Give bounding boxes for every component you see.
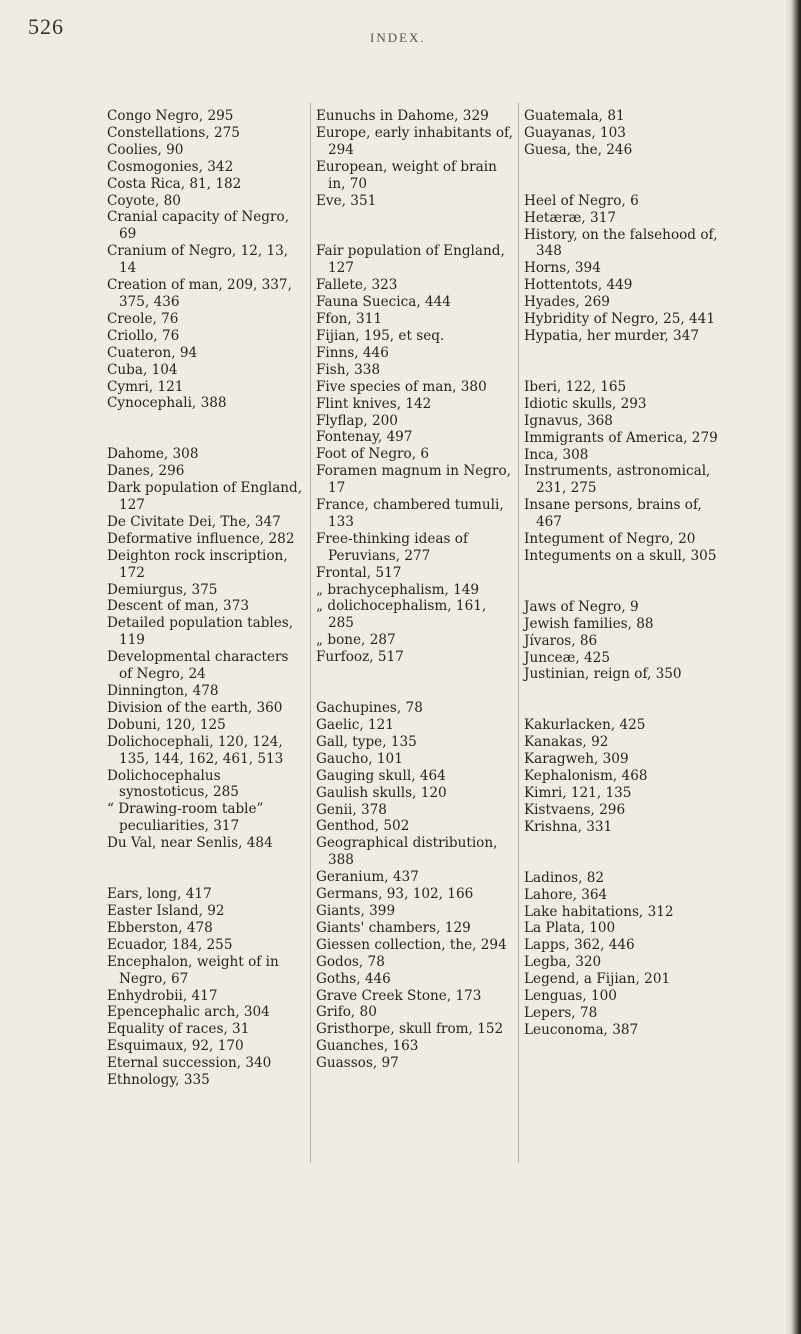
index-entry: Foot of Negro, 6 xyxy=(316,446,429,463)
index-entry: Fish, 338 xyxy=(316,361,381,378)
index-entry: Detailed population tables, 119 xyxy=(107,615,294,649)
index-entry: Giants, 399 xyxy=(316,902,396,919)
index-entry: Kistvaens, 296 xyxy=(524,801,626,818)
index-entry: Goths, 446 xyxy=(316,970,391,987)
index-column-3 xyxy=(524,108,724,1039)
index-entry: Fallete, 323 xyxy=(316,277,398,294)
index-entry: Coolies, 90 xyxy=(107,141,184,158)
index-entry: Immigrants of America, 279 xyxy=(524,429,718,446)
index-entry: Giants' chambers, 129 xyxy=(316,919,471,936)
index-entry: Germans, 93, 102, 166 xyxy=(316,886,474,903)
index-entry: Gaucho, 101 xyxy=(316,750,403,767)
section-gap xyxy=(316,666,514,700)
index-entry: Frontal, 517 xyxy=(316,564,402,581)
index-entry: Europe, early inhabitants of, 294 xyxy=(316,124,513,158)
index-entry: Leuconoma, 387 xyxy=(524,1021,639,1038)
index-entry: Legba, 320 xyxy=(524,954,602,971)
index-entry: Jaws of Negro, 9 xyxy=(524,598,639,615)
index-entry: Guassos, 97 xyxy=(316,1055,399,1072)
index-entry: Dolichocephalus synostoticus, 285 xyxy=(107,767,239,801)
index-entry: Hybridity of Negro, 25, 441 xyxy=(524,311,715,328)
index-entry: France, chambered tumuli, 133 xyxy=(316,497,504,530)
index-entry: Cymri, 121 xyxy=(107,378,184,395)
index-entry: Iberi, 122, 165 xyxy=(524,378,627,395)
index-entry: Finns, 446 xyxy=(316,344,389,361)
index-entry: Dahome, 308 xyxy=(107,446,199,463)
running-head: INDEX. xyxy=(370,30,426,45)
index-entry: Genii, 378 xyxy=(316,801,387,818)
index-entry: Junceæ, 425 xyxy=(524,649,610,666)
index-entry: History, on the falsehood of, 348 xyxy=(524,226,718,260)
index-entry: Dolichocephali, 120, 124, 135, 144, 162, 461, 513 xyxy=(107,733,284,767)
section-gap xyxy=(107,412,305,446)
page-number: 526 xyxy=(28,14,64,39)
section-gap xyxy=(316,209,514,243)
index-entry: Creation of man, 209, 337, 375, 436 xyxy=(107,277,292,310)
index-entry: Instruments, astronomical, 231, 275 xyxy=(524,463,711,497)
index-entry: European, weight of brain in, 70 xyxy=(316,158,497,192)
index-entry: Cranium of Negro, 12, 13, 14 xyxy=(107,243,289,277)
index-entry: Fijian, 195, et seq. xyxy=(316,327,445,344)
section-gap xyxy=(524,683,724,717)
index-entry: Giessen collection, the, 294 xyxy=(316,936,507,953)
index-entry: Guatemala, 81 xyxy=(524,108,625,124)
index-entry: Hyades, 269 xyxy=(524,294,610,311)
index-entry: Ecuador, 184, 255 xyxy=(107,936,233,953)
index-entry: La Plata, 100 xyxy=(524,920,616,937)
index-entry: Hetæræ, 317 xyxy=(524,209,617,226)
index-entry: Gaulish skulls, 120 xyxy=(316,784,447,801)
index-entry: Cuateron, 94 xyxy=(107,344,198,361)
index-entry: Dark population of England, 127 xyxy=(107,480,303,514)
index-entry: Furfooz, 517 xyxy=(316,649,404,666)
index-entry: Lake habitations, 312 xyxy=(524,903,674,920)
index-entry: Creole, 76 xyxy=(107,310,179,327)
index-entry: Hypatia, her murder, 347 xyxy=(524,327,699,344)
index-entry: Free-thinking ideas of Peruvians, 277 xyxy=(316,530,469,564)
index-entry: Dinnington, 478 xyxy=(107,683,219,699)
index-entry: Developmental characters of Negro, 24 xyxy=(107,649,289,683)
section-gap xyxy=(524,159,724,193)
index-entry: Eve, 351 xyxy=(316,192,377,209)
index-entry: Gall, type, 135 xyxy=(316,733,417,750)
index-entry: Genthod, 502 xyxy=(316,818,410,835)
index-entry: Ignavus, 368 xyxy=(524,412,613,429)
index-entry: Jewish families, 88 xyxy=(524,615,654,632)
index-entry: Criollo, 76 xyxy=(107,327,180,344)
index-entry: Cynocephali, 388 xyxy=(107,395,227,412)
index-entry: Coyote, 80 xyxy=(107,192,181,209)
section-gap xyxy=(524,565,724,599)
index-entry: Ears, long, 417 xyxy=(107,886,212,903)
index-entry: Integuments on a skull, 305 xyxy=(524,547,717,564)
index-entry: Costa Rica, 81, 182 xyxy=(107,175,242,192)
index-entry: Esquimaux, 92, 170 xyxy=(107,1038,244,1055)
index-entry: “ Drawing-room table” peculiarities, 317 xyxy=(107,801,264,835)
index-entry: Lapps, 362, 446 xyxy=(524,937,635,954)
index-entry: Flint knives, 142 xyxy=(316,395,432,412)
index-entry: Encephalon, weight of in Negro, 67 xyxy=(107,953,279,987)
index-entry: Division of the earth, 360 xyxy=(107,699,283,716)
index-entry: Cranial capacity of Negro, 69 xyxy=(107,209,290,243)
index-entry: Epencephalic arch, 304 xyxy=(107,1004,270,1021)
index-column-1 xyxy=(107,108,305,1089)
index-entry: Lenguas, 100 xyxy=(524,988,617,1005)
index-entry: Five species of man, 380 xyxy=(316,378,487,395)
index-entry: Guanches, 163 xyxy=(316,1038,419,1055)
index-entry: Gachupines, 78 xyxy=(316,700,423,717)
index-entry: Grifo, 80 xyxy=(316,1004,377,1021)
index-entry: Foramen magnum in Negro, 17 xyxy=(316,463,511,497)
index-entry: Guayanas, 103 xyxy=(524,124,626,141)
index-entry: Danes, 296 xyxy=(107,463,185,480)
index-entry: Eunuchs in Dahome, 329 xyxy=(316,108,489,124)
index-entry: Horns, 394 xyxy=(524,260,601,277)
section-gap xyxy=(524,836,724,870)
index-entry: De Civitate Dei, The, 347 xyxy=(107,513,281,530)
index-entry: Fair population of England, 127 xyxy=(316,243,505,277)
index-entry: Du Val, near Senlis, 484 xyxy=(107,835,273,852)
index-entry: Hottentots, 449 xyxy=(524,277,633,294)
index-entry: Gauging skull, 464 xyxy=(316,767,446,784)
section-gap xyxy=(107,852,305,886)
index-entry: Eternal succession, 340 xyxy=(107,1055,272,1072)
index-entry: Demiurgus, 375 xyxy=(107,581,218,598)
index-entry: Insane persons, brains of, 467 xyxy=(524,497,702,531)
index-entry: Enhydrobii, 417 xyxy=(107,987,218,1004)
index-entry: Kephalonism, 468 xyxy=(524,768,648,785)
index-entry: Cosmogonies, 342 xyxy=(107,158,234,175)
index-entry: „ brachycephalism, 149 xyxy=(316,581,480,598)
index-column-2 xyxy=(316,108,514,1072)
index-entry: Justinian, reign of, 350 xyxy=(524,666,682,683)
index-entry: Geranium, 437 xyxy=(316,869,419,886)
page-edge-shadow xyxy=(785,0,801,1334)
index-entry: Geographical distribution, 388 xyxy=(316,835,498,869)
index-entry: Deformative influence, 282 xyxy=(107,530,295,547)
index-entry: Congo Negro, 295 xyxy=(107,108,234,124)
index-entry: Fontenay, 497 xyxy=(316,429,413,446)
index-entry: Gaelic, 121 xyxy=(316,717,394,733)
index-entry: Legend, a Fijian, 201 xyxy=(524,971,671,988)
index-entry: Descent of man, 373 xyxy=(107,598,249,615)
index-entry: Jívaros, 86 xyxy=(524,632,598,649)
index-entry: Dobuni, 120, 125 xyxy=(107,716,226,733)
index-entry: „ dolichocephalism, 161, 285 xyxy=(316,598,487,632)
index-entry: Equality of races, 31 xyxy=(107,1021,250,1038)
section-gap xyxy=(524,345,724,379)
index-entry: Gristhorpe, skull from, 152 xyxy=(316,1021,504,1038)
column-divider xyxy=(518,103,519,1163)
index-entry: Ebberston, 478 xyxy=(107,919,213,936)
index-entry: Ladinos, 82 xyxy=(524,869,605,886)
index-entry: Idiotic skulls, 293 xyxy=(524,395,647,412)
index-entry: Kimri, 121, 135 xyxy=(524,785,632,801)
index-entry: Kanakas, 92 xyxy=(524,734,609,751)
index-entry: Constellations, 275 xyxy=(107,124,240,141)
index-entry: Grave Creek Stone, 173 xyxy=(316,987,482,1004)
index-entry: Ffon, 311 xyxy=(316,311,382,328)
index-entry: Flyflap, 200 xyxy=(316,412,398,429)
index-entry: Inca, 308 xyxy=(524,446,589,463)
index-entry: Krishna, 331 xyxy=(524,818,613,835)
index-entry: Karagweh, 309 xyxy=(524,751,629,768)
index-entry: Kakurlacken, 425 xyxy=(524,717,646,734)
index-entry: Easter Island, 92 xyxy=(107,902,225,919)
index-entry: „ bone, 287 xyxy=(316,632,396,649)
column-divider xyxy=(310,103,311,1163)
index-entry: Deighton rock inscription, 172 xyxy=(107,547,288,581)
index-entry: Guesa, the, 246 xyxy=(524,141,633,158)
index-entry: Lepers, 78 xyxy=(524,1004,598,1021)
index-entry: Cuba, 104 xyxy=(107,361,178,378)
index-entry: Heel of Negro, 6 xyxy=(524,192,639,209)
index-entry: Fauna Suecica, 444 xyxy=(316,294,451,311)
index-entry: Ethnology, 335 xyxy=(107,1072,210,1089)
index-entry: Integument of Negro, 20 xyxy=(524,531,696,548)
index-entry: Lahore, 364 xyxy=(524,886,608,903)
index-entry: Godos, 78 xyxy=(316,953,385,970)
